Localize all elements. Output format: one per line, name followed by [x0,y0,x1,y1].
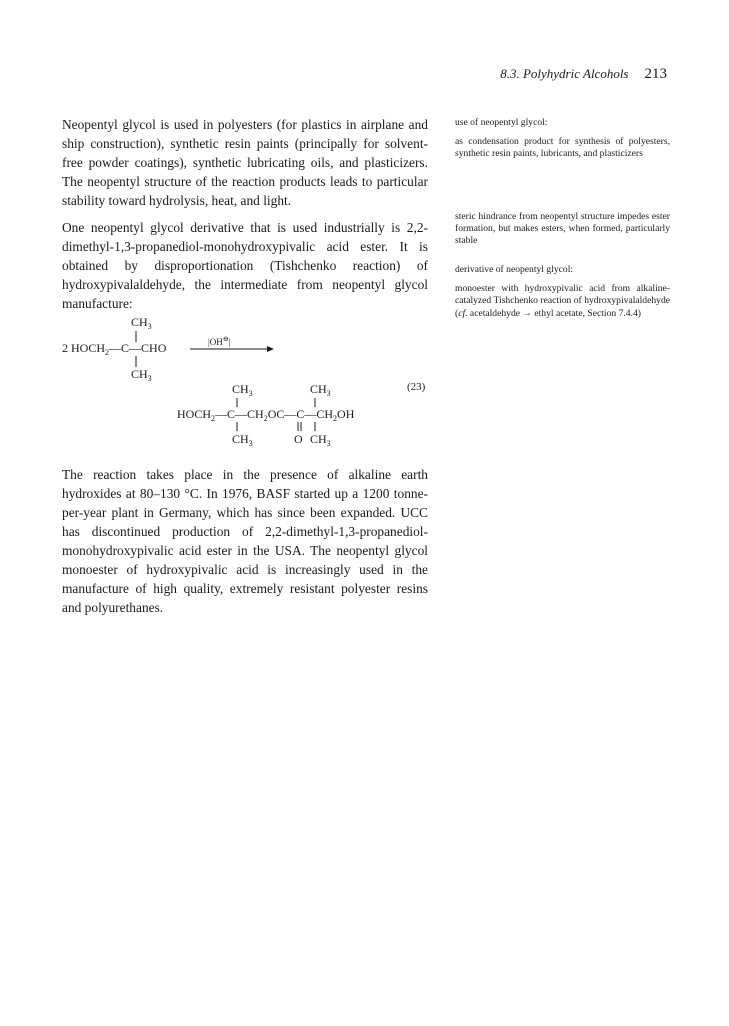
methyl-group-top: $CH_3$ [131,315,152,331]
paragraph-production: The reaction takes place in the presence of alkaline earth hydroxides at 80–130 °C. In 1976, BASF started up a 1200 tonne-per-year plant in Germany, which has since been expanded. UCC has discontinued production of 2,2-dimethyl-1,3-propanediol-monohydroxypivalic acid ester in the USA. The neopentyl glycol monoester of hydroxypivalic acid is increasingly used in the manufacture of high quality, extremely resistant polyester resins and polyurethanes. [62,467,428,615]
product-methyl-bottom-left: $CH_3$ [232,432,253,448]
paragraph-neopentyl-uses: Neopentyl glycol is used in polyesters (for plastics in airplane and ship construction), synthetic resin paints (principally for solvent-free powder coatings), synthetic lubricating oils, and plasticizers. The neopentyl structure of the reaction products leads to particular stability toward hydrolysis, heat, and light. [62,117,428,208]
product-methyl-top-left: $CH_3$ [232,382,253,398]
margin-note-body: monoester with hydroxypivalic acid from alkaline-catalyzed Tishchenko reaction of hydroxypivalaldehyde (cf. acetaldehyde → ethyl acetate, Section 7.4.4) [455,283,670,319]
reactant-formula: 2 $HOCH_2—C—CHO$ [62,341,167,357]
catalyst-label: |OH⊖| [208,335,231,347]
margin-note-derivative [455,264,670,320]
main-column [62,115,428,321]
paragraph-derivative: One neopentyl glycol derivative that is used industrially is 2,2-dimethyl-1,3-propanediol-monohydroxypivalic acid ester. It is obtained by disproportionation (Tishchenko reaction) of hydroxypivalaldehyde, the intermediate from neopentyl glycol manufacture: [62,220,428,311]
product-methyl-top-right: $CH_3$ [310,382,331,398]
running-section-title: 8.3. Polyhydric Alcohols [500,66,629,81]
carbonyl-oxygen: O [294,432,303,446]
margin-note-body: as condensation product for synthesis of polyesters, synthetic resin paints, lubricants, and plasticizers [455,136,670,160]
reactant-structure [62,315,167,383]
reaction-arrow [190,335,274,352]
product-structure [177,381,426,448]
methyl-group-bottom: $CH_3$ [131,367,152,383]
margin-note-heading: use of neopentyl glycol: [455,117,548,128]
margin-note-heading: derivative of neopentyl glycol: [455,264,574,275]
page-number: 213 [644,66,667,82]
product-formula: $HOCH_2—C—CH_2OC—C—CH_2OH$ [177,407,355,423]
margin-note-uses [455,117,670,161]
margin-note-steric [455,211,670,248]
equation-number: (23) [407,381,426,393]
product-methyl-bottom-right: $CH_3$ [310,432,331,448]
margin-note-body: steric hindrance from neopentyl structure impedes ester formation, but makes esters, when formed, particularly stable [455,211,670,247]
reaction-scheme [62,312,442,452]
page-header [500,66,667,83]
